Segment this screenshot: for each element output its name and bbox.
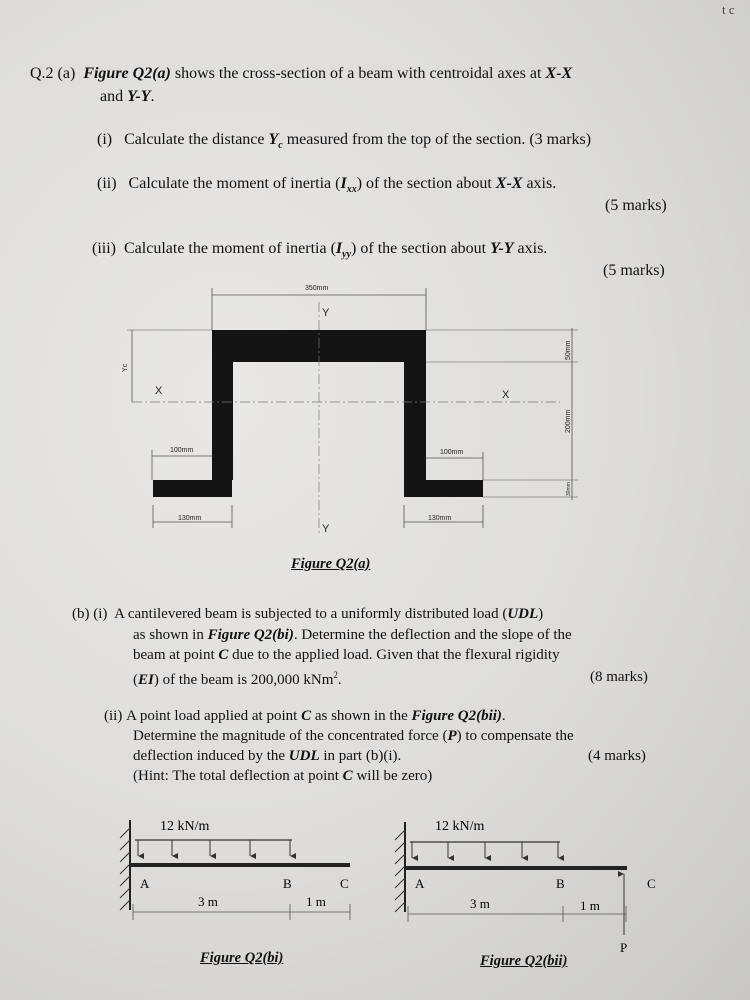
item-iii-number: (iii) — [92, 240, 116, 257]
bii-l1-fig: Figure Q2(bii) — [411, 708, 502, 724]
ixx-var: I — [340, 175, 347, 192]
bii-l3-udl: UDL — [288, 748, 320, 764]
bi-l4-sup: 2 — [333, 670, 338, 680]
bi-number: (b) (i) — [72, 606, 108, 622]
bii-l1-pre: A point load applied at point — [126, 708, 302, 724]
q2bi-line1 — [72, 604, 543, 624]
item-iii-text-post: axis. — [513, 240, 548, 257]
axis-xx: X-X — [545, 65, 573, 82]
figure-q2b-diagrams — [0, 800, 750, 1000]
q2bii-line4 — [133, 766, 432, 786]
bii-number: (ii) — [104, 708, 123, 724]
q2bi-line3 — [133, 645, 560, 665]
dim-100-right: 100mm — [440, 449, 464, 456]
bi-l3-c: C — [218, 647, 229, 663]
item-ii-axis: X-X — [495, 175, 523, 192]
bii-l4-c: C — [342, 768, 353, 784]
bii-l1-c: C — [301, 708, 312, 724]
bii-point-p: P — [620, 940, 628, 955]
bii-l2-post: ) to compensate the — [456, 728, 574, 744]
cross-section-shape — [153, 330, 483, 497]
x-axis-left-label: X — [155, 385, 163, 397]
item-iii-text: Calculate the moment of inertia ( — [124, 240, 336, 257]
item-i-marks: (3 marks) — [529, 131, 592, 148]
q2bi-line4 — [133, 665, 342, 690]
item-ii-text-mid: ) of the section about — [356, 175, 496, 192]
item-iii-text-mid: ) of the section about — [351, 240, 491, 257]
yc-label: Yc — [122, 363, 129, 372]
question-number: Q.2 (a) — [30, 65, 76, 82]
bii-span-1m: 1 m — [580, 898, 600, 913]
bi-l4-pre: ( — [133, 672, 138, 688]
q2a-line2-pre: and — [100, 88, 128, 105]
bii-l4-post: will be zero) — [352, 768, 433, 784]
dim-130-right: 130mm — [428, 515, 452, 522]
bi-l4-post: ) of the beam is 200,000 kNm — [153, 672, 334, 688]
figure-q2bi-caption: Figure Q2(bi) — [200, 950, 284, 966]
bi-span-1m: 1 m — [306, 894, 326, 909]
bi-l1-post: ) — [538, 606, 544, 622]
axis-yy: Y-Y — [127, 88, 151, 105]
q2bii-line3 — [133, 746, 401, 766]
figure-q2bii-beam — [395, 822, 627, 935]
figure-q2bii-caption: Figure Q2(bii) — [480, 953, 568, 969]
figure-q2a-caption: Figure Q2(a) — [291, 556, 371, 572]
y-axis-top-label: Y — [322, 307, 330, 319]
q2bi-line2 — [133, 625, 572, 645]
dim-200: 200mm — [565, 409, 572, 433]
figure-ref: Figure Q2(a) — [83, 65, 171, 82]
yc-sub: c — [278, 140, 283, 152]
dim-50: 50mm — [565, 340, 572, 360]
item-ii-text-post: axis. — [522, 175, 557, 192]
bii-l1-mid: as shown in the — [311, 708, 412, 724]
item-i-number: (i) — [97, 131, 113, 148]
item-i-text: Calculate the distance — [124, 131, 269, 148]
x-axis-right-label: X — [502, 389, 510, 401]
bii-load-label: 12 kN/m — [435, 819, 485, 834]
bii-l3-pre: deflection induced by the — [133, 748, 289, 764]
bi-l4-ei: EI — [138, 672, 154, 688]
iyy-sub: yy — [342, 249, 352, 261]
bi-l2-pre: as shown in — [133, 627, 208, 643]
bi-l1-udl: UDL — [507, 606, 539, 622]
bii-marks: (4 marks) — [588, 748, 646, 764]
y-axis-bottom-label: Y — [322, 523, 330, 535]
bi-l3-post: due to the applied load. Given that the flexural rigidity — [228, 647, 560, 663]
yc-var: Y — [268, 131, 279, 148]
bi-span-3m: 3 m — [198, 894, 218, 909]
bii-l2-p: P — [447, 728, 457, 744]
item-ii-text: Calculate the moment of inertia ( — [128, 175, 341, 192]
dim-30: 30mm — [566, 482, 572, 496]
q2bii-line2 — [133, 726, 574, 746]
bi-point-b: B — [283, 876, 292, 891]
dim-100-left: 100mm — [170, 447, 194, 454]
bi-l2-mid: . Determine the deflection and the slope of the — [293, 627, 572, 643]
q2bii-line1 — [104, 706, 506, 726]
item-iii-marks: (5 marks) — [603, 262, 665, 279]
bi-l4-end: . — [337, 672, 342, 688]
bi-marks: (8 marks) — [590, 669, 648, 685]
bii-l1-post: . — [501, 708, 506, 724]
bii-l4-pre: (Hint: The total deflection at point — [133, 768, 343, 784]
ixx-sub: xx — [346, 184, 357, 196]
bi-point-c: C — [340, 876, 349, 891]
q2a-line2-post: . — [150, 88, 155, 105]
bi-l3-pre: beam at point — [133, 647, 219, 663]
iyy-var: I — [335, 240, 343, 257]
item-iii-axis: Y-Y — [490, 240, 514, 257]
bii-l2-pre: Determine the magnitude of the concentrated force ( — [133, 728, 448, 744]
dim-130-left: 130mm — [178, 515, 202, 522]
bi-load-label: 12 kN/m — [160, 819, 210, 834]
bii-point-c: C — [647, 876, 656, 891]
item-ii-marks: (5 marks) — [605, 197, 667, 214]
dim-350: 350mm — [305, 285, 329, 292]
item-i-text-post: measured from the top of the section. — [282, 131, 526, 148]
item-ii-number: (ii) — [97, 175, 117, 192]
bii-span-3m: 3 m — [470, 896, 490, 911]
q2a-line1-text: shows the cross-section of a beam with centroidal axes at — [170, 65, 546, 82]
bi-point-a: A — [140, 876, 150, 891]
bi-l1-pre: A cantilevered beam is subjected to a uniformly distributed load ( — [114, 606, 508, 622]
bii-point-b: B — [556, 876, 565, 891]
corner-text: t c — [722, 2, 735, 17]
bii-point-a: A — [415, 876, 425, 891]
bii-l3-post: in part (b)(i). — [319, 748, 402, 764]
bi-l2-fig: Figure Q2(bi) — [207, 627, 294, 643]
